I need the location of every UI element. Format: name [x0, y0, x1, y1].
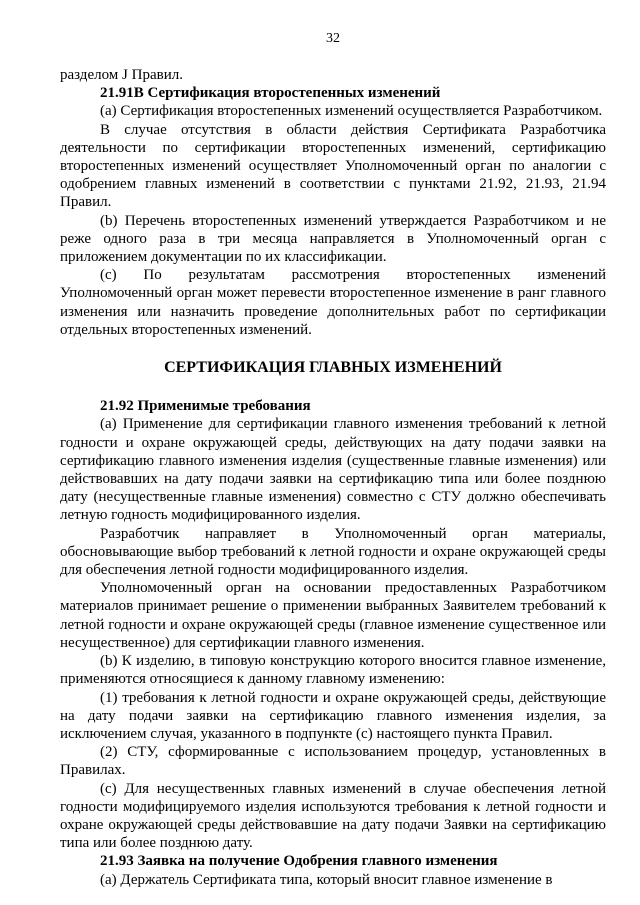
paragraph-21-91b-a-cont: В случае отсутствия в области действия Сертификата Разработчика деятельности по сертификации второстепенных изменений, сертификацию второстепенных изменений осуществляет Уполномоченный орган по аналогии с одобрением главных изменений в соответствии с пунктами 21.92, 21.93, 21.94 Правил. [60, 121, 606, 211]
paragraph-21-91b-b: (b) Перечень второстепенных изменений утверждается Разработчиком и не реже одного раза в три месяца направляется в Уполномоченный орган с приложением документации по их классификации. [60, 212, 606, 266]
document-body [60, 66, 606, 889]
page-number: 32 [326, 31, 340, 46]
heading-21-92: 21.92 Применимые требования [100, 398, 311, 415]
paragraph-continuation: разделом J Правил. [60, 67, 183, 83]
section-title: СЕРТИФИКАЦИЯ ГЛАВНЫХ ИЗМЕНЕНИЙ [164, 359, 502, 377]
paragraph-21-91b-c: (c) По результатам рассмотрения второстепенных изменений Уполномоченный орган может перевести второстепенное изменение в ранг главного изменения или назначить проведение дополнительных работ по сертификации отдельных второстепенных изменений. [60, 267, 606, 338]
paragraph-21-92-c: (c) Для несущественных главных изменений в случае обеспечения летной годности модифицируемого изделия используются требования к летной годности и охране окружающей среды действовавшие на дату подачи Заявки на сертификацию типа или более позднюю дату. [60, 780, 606, 852]
paragraph-21-92-b-1: (1) требования к летной годности и охране окружающей среды, действующие на дату подачи заявки на сертификацию главного изменения изделия, за исключением случая, указанного в подпункте (c) настоящего пункта Правил. [60, 689, 606, 742]
paragraph-21-92-b: (b) К изделию, в типовую конструкцию которого вносится главное изменение, применяются относящиеся к данному главному изменению: [60, 653, 606, 688]
heading-21-93: 21.93 Заявка на получение Одобрения главного изменения [100, 853, 498, 870]
paragraph-21-92-a: (a) Применение для сертификации главного изменения требований к летной годности и охране окружающей среды, действующих на дату подачи заявки на сертификацию главного изменения изделия (существенные главные изменения) или действовавших на дату подачи заявки на сертификацию типа или более позднюю дату (несущественные главные изменения) совместно с СТУ должно обеспечивать летную годность модифицированного изделия. [60, 416, 606, 524]
paragraph-21-92-a-2: Разработчик направляет в Уполномоченный орган материалы, обосновывающие выбор требований к летной годности и охране окружающей среды для обеспечения летной годности модифицированного изделия. [60, 525, 606, 579]
paragraph-21-93-a: (a) Держатель Сертификата типа, который вносит главное изменение в [100, 871, 553, 888]
paragraph-21-92-b-2: (2) СТУ, сформированные с использованием процедур, установленных в Правилах. [60, 744, 606, 779]
paragraph-21-92-a-3: Уполномоченный орган на основании предоставленных Разработчиком материалов принимает решение о применении выбранных Заявителем требований к летной годности и охране окружающей среды (главное изменение существенное или несущественное) для сертификации главного изменения. [60, 580, 606, 651]
heading-21-91b: 21.91B Сертификация второстепенных изменений [100, 85, 441, 102]
paragraph-21-91b-a: (a) Сертификация второстепенных изменений осуществляется Разработчиком. [100, 103, 603, 120]
